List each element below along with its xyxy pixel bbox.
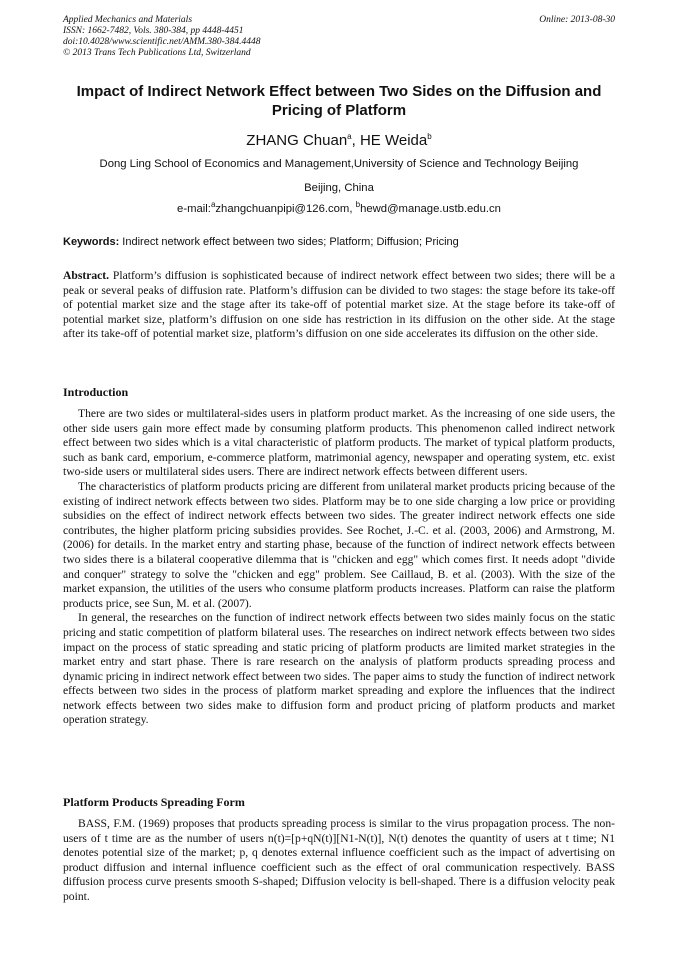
spreading-form-section — [63, 795, 615, 905]
author-superscript: a — [347, 132, 352, 141]
copyright-line: © 2013 Trans Tech Publications Ltd, Switzerland — [63, 48, 251, 58]
paragraph: BASS, F.M. (1969) proposes that products spreading process is similar to the virus propagation process. The non-users of t time are as the number of users n(t)=[p+qN(t)][N1-N(t)], N(t) denotes the quantity of users at t time; N1 denotes potential size of the market; p, q denotes external influence coefficient such as the impact of advertising on product diffusion and internal influence coefficient such as the effect of oral communication respectively. BASS diffusion process curve presents smooth S-shaped; Diffusion velocity is bell-shaped. There is a diffusion velocity peak point. — [63, 817, 615, 903]
author-name: ZHANG Chuan — [246, 132, 348, 149]
online-date: Online: 2013-08-30 — [539, 15, 615, 25]
affiliation — [63, 152, 615, 200]
author-name: HE Weida — [359, 132, 428, 149]
paragraph: There are two sides or multilateral-sides users in platform product market. As the increasing of one side users, the other side users gain more effect made by consuming platform products. This phenomenon called indirect network effect between two sides which is a vital characteristic of platform products. The market of typical platform products, such as bank card, emporium, e-commerce platform, matrimonial agency, newspaper and operating system, etc. exist two-side users or multilateral sides users. There are indirect network effects between different users. — [63, 407, 615, 479]
abstract-text: Platform’s diffusion is sophisticated because of indirect network effect between two sides; there will be a peak or several peaks of diffusion rate. Platform’s diffusion can be divided to two stages: the stage before its take-off of potential market size and the stage after its take-off of potential market size. At the stage before its take-off of potential market size, platform’s diffusion on one side has restriction in its diffusion on the other side. At the stage after its take-off of potential market size, platform’s diffusion on one side accelerates its diffusion on the other side. — [63, 269, 615, 341]
email-line — [63, 198, 615, 216]
journal-header — [63, 15, 615, 59]
introduction-section — [63, 385, 615, 728]
paragraph: In general, the researches on the function of indirect network effects between two sides mainly focus on the static pricing and static competition of platform bilateral uses. The researches on indirect network effects between two sides impact on the process of static spreading and static pricing of platform products are limited market strategies in the market entry and start phase. There is rare research on the analysis of platform products spreading process and dynamic pricing in indirect network effect between two sides. The paper aims to study the function of indirect network effects between two sides in the process of platform market spreading and explore the influences that the indirect network effects between two sides make to diffusion form and product pricing of platform products and market operation strategy. — [63, 611, 615, 727]
author-line — [63, 128, 615, 150]
email-address: hewd@manage.ustb.edu.cn — [360, 202, 501, 215]
author-superscript: b — [427, 132, 432, 141]
abstract — [63, 269, 615, 342]
journal-name: Applied Mechanics and Materials — [63, 15, 193, 25]
email-superscript: a — [210, 200, 216, 209]
email-address: zhangchuanpipi@126.com, — [215, 202, 356, 215]
paper-title: Impact of Indirect Network Effect between Two Sides on the Diffusion and Pricing of Platform — [76, 83, 602, 119]
section-heading: Platform Products Spreading Form — [63, 795, 245, 809]
email-prefix: e-mail: — [177, 202, 211, 215]
keywords-text: Indirect network effect between two sides; Platform; Diffusion; Pricing — [119, 236, 459, 248]
affiliation-line: Beijing, China — [304, 182, 374, 194]
abstract-label: Abstract. — [63, 269, 110, 282]
paragraph: The characteristics of platform products pricing are different from unilateral market products pricing because of the existing of indirect network effects between two sides. Platform may be to one side charging a low price or providing subsidies on the effect of indirect network effects between two sides. The greater indirect network effects one side contributes, the higher platform pricing subsidies provides. See Rochet, J.-C. et al. (2003, 2006) and Armstrong, M. (2006) for details. In the market entry and starting phase, because of the function of indirect network effects between two sides there is a bilateral cooperative dilemma that is "chicken and egg" which comes first. It needs adopt "divide and conquer" strategy to solve the "chicken and egg" problem. See Caillaud, B. et al. (2003). With the size of the market expansion, the utilities of the users who consume platform products increases. Platform can raise the platform products price, see Sun, M. et al. (2007). — [63, 479, 615, 610]
keywords — [63, 235, 615, 249]
section-heading: Introduction — [63, 385, 129, 399]
issn-line: ISSN: 1662-7482, Vols. 380-384, pp 4448-4451 — [63, 26, 244, 36]
doi-line: doi:10.4028/www.scientific.net/AMM.380-384.4448 — [63, 37, 261, 47]
author-separator: , — [351, 132, 360, 149]
email-superscript: b — [355, 200, 361, 209]
affiliation-line: Dong Ling School of Economics and Management,University of Science and Technology Beijing — [99, 158, 579, 170]
keywords-label: Keywords: — [63, 236, 120, 248]
